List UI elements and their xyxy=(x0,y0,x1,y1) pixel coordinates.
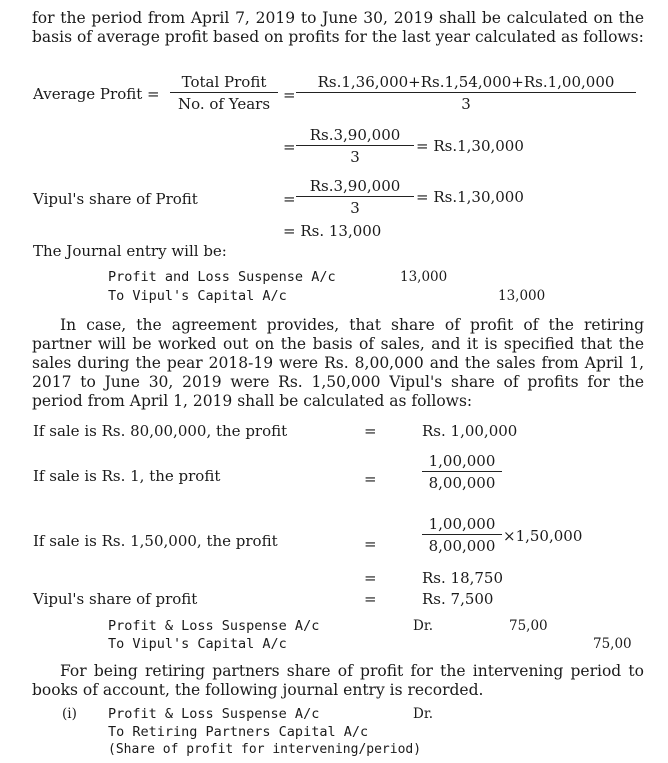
fraction-numerator: Total Profit xyxy=(170,73,278,93)
journal-credit-line: To Vipul's Capital A/c xyxy=(108,288,287,304)
equals-sign: = xyxy=(364,590,377,608)
journal-debit-line: Profit & Loss Suspense A/c xyxy=(108,706,320,722)
fraction-numerator: 1,00,000 xyxy=(422,515,502,535)
total-profit-over-years-fraction xyxy=(296,126,414,166)
sum-of-profits-fraction xyxy=(296,73,636,113)
journal-debit-line: Profit and Loss Suspense A/c xyxy=(108,269,336,285)
intervening-period-paragraph: For being retiring partners share of profit for the intervening period to books of account, the following journal entry is recorded. xyxy=(32,662,644,699)
sales-basis-paragraph: In case, the agreement provides, that share of profit of the retiring partner will be worked out on the basis of sales, and it is specified that the sales during the pear 2018-19 were Rs. 8,00,000 and the sales from April 1, 2017 to June 30, 2019 were Rs. 1,50,000 Vipul's share of profits for the period from April 1, 2019 shall be calculated as follows: xyxy=(32,316,644,410)
journal-narration: (Share of profit for intervening/period) xyxy=(108,742,422,757)
share-result: = Rs.1,30,000 xyxy=(416,188,524,206)
equals-sign: = xyxy=(364,569,377,587)
equals-sign: = xyxy=(364,535,377,553)
journal-credit-line: To Retiring Partners Capital A/c xyxy=(108,724,369,740)
equals-sign: = xyxy=(283,86,296,104)
fraction-numerator: Rs.3,90,000 xyxy=(296,177,414,197)
sale-row-1-label: If sale is Rs. 80,00,000, the profit xyxy=(33,422,288,440)
fraction-numerator: 1,00,000 xyxy=(422,452,502,472)
journal-debit-amount: 13,000 xyxy=(400,269,448,285)
fraction-denominator: 8,00,000 xyxy=(428,537,496,555)
fraction-denominator: No. of Years xyxy=(177,95,271,113)
journal-credit-line: To Vipul's Capital A/c xyxy=(108,636,287,652)
journal-debit-line: Profit & Loss Suspense A/c xyxy=(108,618,320,634)
equals-sign: = xyxy=(364,470,377,488)
share-fraction xyxy=(296,177,414,217)
equals-sign: = xyxy=(364,422,377,440)
vipul-share-label: Vipul's share of Profit xyxy=(33,190,198,208)
sale-row-3-label: If sale is Rs. 1,50,000, the profit xyxy=(33,532,278,550)
profit-for-sales-fraction xyxy=(422,515,502,555)
average-profit-result: = Rs.1,30,000 xyxy=(416,137,524,155)
total-profit-fraction xyxy=(170,73,278,113)
vipul-share-final: = Rs. 13,000 xyxy=(283,222,382,240)
sale-row-2-label: If sale is Rs. 1, the profit xyxy=(33,467,221,485)
fraction-numerator: Rs.1,36,000+Rs.1,54,000+Rs.1,00,000 xyxy=(296,73,636,93)
fraction-numerator: Rs.3,90,000 xyxy=(296,126,414,146)
fraction-denominator: 3 xyxy=(461,95,471,113)
average-profit-label: Average Profit = xyxy=(33,85,160,103)
equals-sign: = xyxy=(283,138,296,156)
journal-dr-label: Dr. xyxy=(413,618,434,634)
journal-credit-amount: 13,000 xyxy=(498,288,546,304)
fraction-denominator: 3 xyxy=(350,199,360,217)
journal-dr-label: Dr. xyxy=(413,706,434,722)
journal-heading: The Journal entry will be: xyxy=(33,242,227,260)
equals-sign: = xyxy=(283,190,296,208)
sale-row-1-value: Rs. 1,00,000 xyxy=(422,422,518,440)
vipul-share-of-profit-value: Rs. 7,500 xyxy=(422,590,494,608)
intro-paragraph: for the period from April 7, 2019 to June 30, 2019 shall be calculated on the basis of average profit based on profits for the last year calculated as follows: xyxy=(32,9,644,46)
fraction-denominator: 3 xyxy=(350,148,360,166)
journal-debit-amount: 75,00 xyxy=(509,618,548,634)
vipul-share-of-profit-label: Vipul's share of profit xyxy=(33,590,198,608)
entry-number: (i) xyxy=(62,706,77,722)
profit-per-rupee-fraction xyxy=(422,452,502,492)
journal-credit-amount: 75,00 xyxy=(593,636,632,652)
multiplier: ×1,50,000 xyxy=(503,527,583,545)
profit-result: Rs. 18,750 xyxy=(422,569,504,587)
fraction-denominator: 8,00,000 xyxy=(428,474,496,492)
